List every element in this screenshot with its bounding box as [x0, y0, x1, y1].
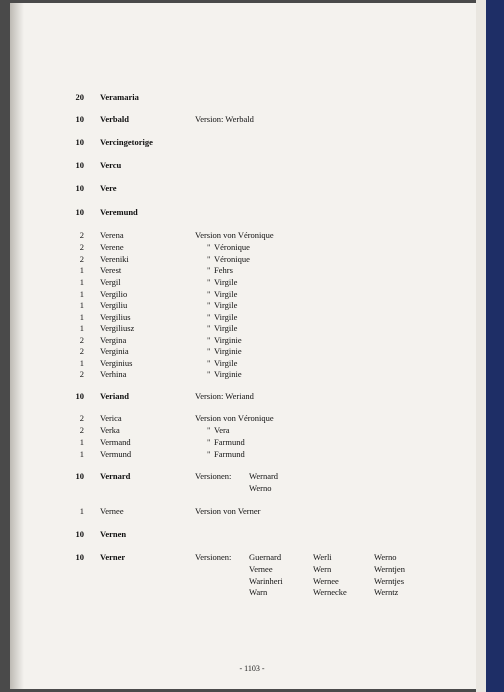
version-name: Virgile [214, 323, 238, 333]
entry-name: Veramaria [100, 92, 139, 102]
ditto-mark: " [207, 254, 211, 264]
entry-name: Verner [100, 552, 126, 562]
version-name: Werno [374, 552, 397, 562]
ditto-mark: " [207, 358, 211, 368]
entry-count: 1 [79, 323, 84, 333]
entry-name: Verene [100, 242, 124, 252]
name-entry-row [0, 114, 504, 128]
version-name: Werno [249, 483, 272, 493]
entry-count: 10 [75, 207, 84, 217]
entry-count: 2 [79, 369, 84, 379]
entry-name: Vergilius [100, 312, 131, 322]
entry-count: 10 [75, 391, 84, 401]
version-name: Werntjes [374, 576, 404, 586]
entry-name: Verest [100, 265, 122, 275]
ditto-mark: " [207, 346, 211, 356]
version-name: Véronique [214, 254, 250, 264]
version-name: Virgile [214, 358, 238, 368]
entry-name: Vernen [100, 529, 127, 539]
ditto-mark: " [207, 369, 211, 379]
ditto-mark: " [207, 323, 211, 333]
entry-count: 10 [75, 160, 84, 170]
ditto-mark: " [207, 425, 211, 435]
entry-count: 1 [79, 312, 84, 322]
ditto-mark: " [207, 300, 211, 310]
version-name: Wernecke [313, 587, 347, 597]
version-name: Wern [313, 564, 332, 574]
entry-count: 1 [79, 289, 84, 299]
entry-name: Verbald [100, 114, 129, 124]
entry-name: Vergina [100, 335, 127, 345]
version-name: Werntz [374, 587, 399, 597]
version-name: Wernard [249, 471, 279, 481]
name-entry-row [0, 587, 504, 601]
version-name: Virginie [214, 346, 242, 356]
version-note: Version: Weriand [195, 391, 254, 401]
name-entry-row [0, 449, 504, 463]
entry-name: Verica [100, 413, 122, 423]
entry-count: 2 [79, 242, 84, 252]
name-entry-row [0, 92, 504, 106]
version-note: Versionen: [195, 471, 232, 481]
ditto-mark: " [207, 437, 211, 447]
entry-count: 1 [79, 300, 84, 310]
entry-count: 2 [79, 425, 84, 435]
entry-count: 2 [79, 335, 84, 345]
ditto-mark: " [207, 289, 211, 299]
version-name: Virgile [214, 300, 238, 310]
version-name: Farmund [214, 449, 245, 459]
name-entry-row [0, 160, 504, 174]
name-entry-row [0, 483, 504, 497]
entry-name: Vercu [100, 160, 122, 170]
entry-name: Verginia [100, 346, 129, 356]
version-name: Warn [249, 587, 268, 597]
version-note: Version: Werbald [195, 114, 254, 124]
name-entry-row [0, 391, 504, 405]
entry-name: Vergiliusz [100, 323, 135, 333]
version-name: Werntjen [374, 564, 405, 574]
version-name: Vera [214, 425, 230, 435]
entry-name: Veremund [100, 207, 138, 217]
version-note: Versionen: [195, 552, 232, 562]
version-note: Version von Verner [195, 506, 261, 516]
entry-count: 10 [75, 137, 84, 147]
name-entry-row [0, 137, 504, 151]
ditto-mark: " [207, 277, 211, 287]
ditto-mark: " [207, 242, 211, 252]
version-name: Warinheri [249, 576, 283, 586]
entry-name: Verginius [100, 358, 133, 368]
entry-count: 10 [75, 114, 84, 124]
entry-count: 2 [79, 230, 84, 240]
name-entry-row [0, 183, 504, 197]
entry-count: 1 [79, 358, 84, 368]
entry-count: 2 [79, 413, 84, 423]
entry-name: Vernee [100, 506, 124, 516]
entry-count: 1 [79, 449, 84, 459]
entry-count: 10 [75, 529, 84, 539]
entry-count: 1 [79, 506, 84, 516]
version-name: Virginie [214, 335, 242, 345]
page-number: - 1103 - [239, 664, 265, 673]
entry-count: 1 [79, 265, 84, 275]
version-name: Farmund [214, 437, 245, 447]
ditto-mark: " [207, 312, 211, 322]
version-name: Vernee [249, 564, 273, 574]
entry-count: 20 [75, 92, 84, 102]
entry-count: 1 [79, 277, 84, 287]
entry-name: Veriand [100, 391, 129, 401]
version-name: Guernard [249, 552, 282, 562]
version-name: Virgile [214, 289, 238, 299]
name-entry-row [0, 369, 504, 383]
entry-name: Vermund [100, 449, 132, 459]
entry-name: Vergilio [100, 289, 128, 299]
entry-name: Vereniki [100, 254, 129, 264]
version-note: Version von Véronique [195, 230, 274, 240]
name-entry-row [0, 207, 504, 221]
entry-name: Vernard [100, 471, 131, 481]
ditto-mark: " [207, 335, 211, 345]
version-name: Virgile [214, 277, 238, 287]
entry-count: 1 [79, 437, 84, 447]
entry-name: Verena [100, 230, 124, 240]
entry-count: 2 [79, 254, 84, 264]
version-name: Fehrs [214, 265, 233, 275]
entry-name: Vergiliu [100, 300, 128, 310]
entry-count: 2 [79, 346, 84, 356]
entry-name: Vere [100, 183, 117, 193]
entry-name: Vermand [100, 437, 131, 447]
version-name: Véronique [214, 242, 250, 252]
entry-count: 10 [75, 183, 84, 193]
entry-count: 10 [75, 552, 84, 562]
name-entry-row [0, 506, 504, 520]
version-name: Wernee [313, 576, 339, 586]
entry-name: Vergil [100, 277, 121, 287]
version-note: Version von Véronique [195, 413, 274, 423]
version-name: Werli [313, 552, 332, 562]
name-entry-row [0, 529, 504, 543]
version-name: Virginie [214, 369, 242, 379]
ditto-mark: " [207, 265, 211, 275]
entry-count: 10 [75, 471, 84, 481]
entry-name: Verka [100, 425, 120, 435]
entry-name: Verhina [100, 369, 127, 379]
version-name: Virgile [214, 312, 238, 322]
ditto-mark: " [207, 449, 211, 459]
entry-name: Vercingetorige [100, 137, 153, 147]
